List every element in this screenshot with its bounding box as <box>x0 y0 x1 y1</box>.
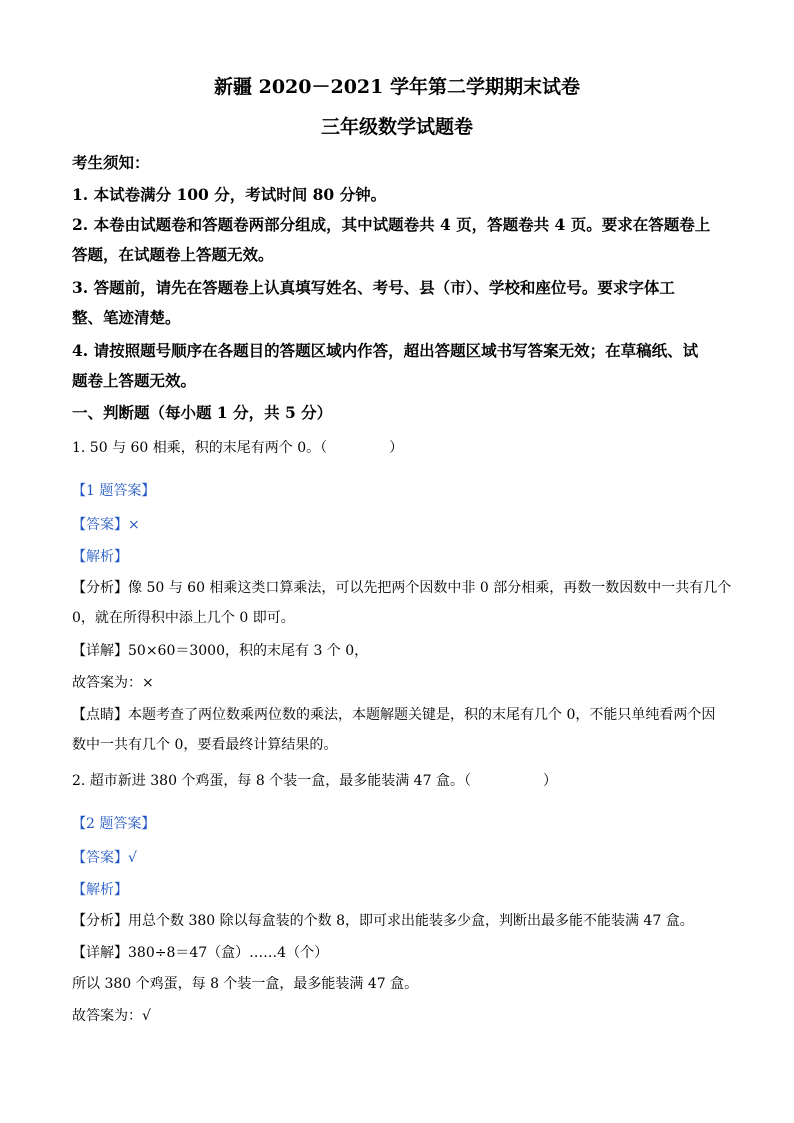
notice-item-3-line-1: 3. 答题前，请先在答题卷上认真填写姓名、考号、县（市）、学校和座位号。要求字体工 <box>72 278 675 297</box>
question-1-detail: 【详解】50×60＝3000，积的末尾有 3 个 0， <box>72 643 369 659</box>
question-1 <box>72 437 403 457</box>
question-1-conclusion: 故答案为：× <box>72 675 154 691</box>
notice-item-1: 1. 本试卷满分 100 分，考试时间 80 分钟。 <box>72 185 387 204</box>
notice-item-2-line-2: 答题，在试题卷上答题无效。 <box>72 245 274 264</box>
question-2-detail: 【详解】380÷8＝47（盒）……4（个） <box>72 945 329 961</box>
question-1-analysis-label: 【解析】 <box>72 549 128 565</box>
question-2-close: ） <box>542 773 557 789</box>
notice-item-2-line-1: 2. 本卷由试题卷和答题卷两部分组成，其中试题卷共 4 页，答题卷共 4 页。要求在答题卷上 <box>72 215 711 234</box>
question-2-fenxi: 【分析】用总个数 380 除以每盒装的个数 8，即可求出能装多少盒，判断出最多能不能装满 47 盒。 <box>72 913 694 929</box>
question-1-fenxi-line-2: 0，就在所得积中添上几个 0 即可。 <box>72 610 295 626</box>
question-1-answer <box>72 514 140 534</box>
question-2-answer: 【答案】√ <box>72 850 137 866</box>
question-1-answer-tag: 【1 题答案】 <box>72 483 156 499</box>
question-2-text: 2. 超市新进 380 个鸡蛋，每 8 个装一盒，最多能装满 47 盒。（ <box>72 773 471 789</box>
notice-item-4-line-2: 题卷上答题无效。 <box>72 371 197 390</box>
notice-item-3-line-2: 整、笔迹清楚。 <box>72 308 181 327</box>
notice-heading: 考生须知： <box>72 153 150 172</box>
question-1-text: 1. 50 与 60 相乘，积的末尾有两个 0。（ <box>72 440 328 456</box>
question-2-so: 所以 380 个鸡蛋，每 8 个装一盒，最多能装满 47 盒。 <box>72 976 419 992</box>
exam-title: 新疆 2020－2021 学年第二学期期末试卷 <box>214 76 580 98</box>
question-1-dianjing-line-2: 数中一共有几个 0，要看最终计算结果的。 <box>72 737 338 753</box>
section-1-heading: 一、判断题（每小题 1 分，共 5 分） <box>72 403 333 422</box>
question-2-answer-tag: 【2 题答案】 <box>72 816 156 832</box>
answer-label: 【答案】× <box>72 517 140 533</box>
notice-item-4-line-1: 4. 请按照题号顺序在各题目的答题区域内作答，超出答题区域书写答案无效；在草稿纸、试 <box>72 341 699 360</box>
question-2-conclusion: 故答案为：√ <box>72 1008 151 1024</box>
question-1-dianjing-line-1: 【点睛】本题考查了两位数乘两位数的乘法，本题解题关键是，积的末尾有几个 0，不能只单纯看两个因 <box>72 707 716 723</box>
question-1-fenxi-line-1: 【分析】像 50 与 60 相乘这类口算乘法，可以先把两个因数中非 0 部分相乘，再数一数因数中一共有几个 <box>72 580 732 596</box>
question-2-analysis-label: 【解析】 <box>72 882 128 898</box>
exam-subtitle: 三年级数学试题卷 <box>320 116 473 138</box>
question-2 <box>72 770 557 790</box>
question-1-close: ） <box>389 440 404 456</box>
